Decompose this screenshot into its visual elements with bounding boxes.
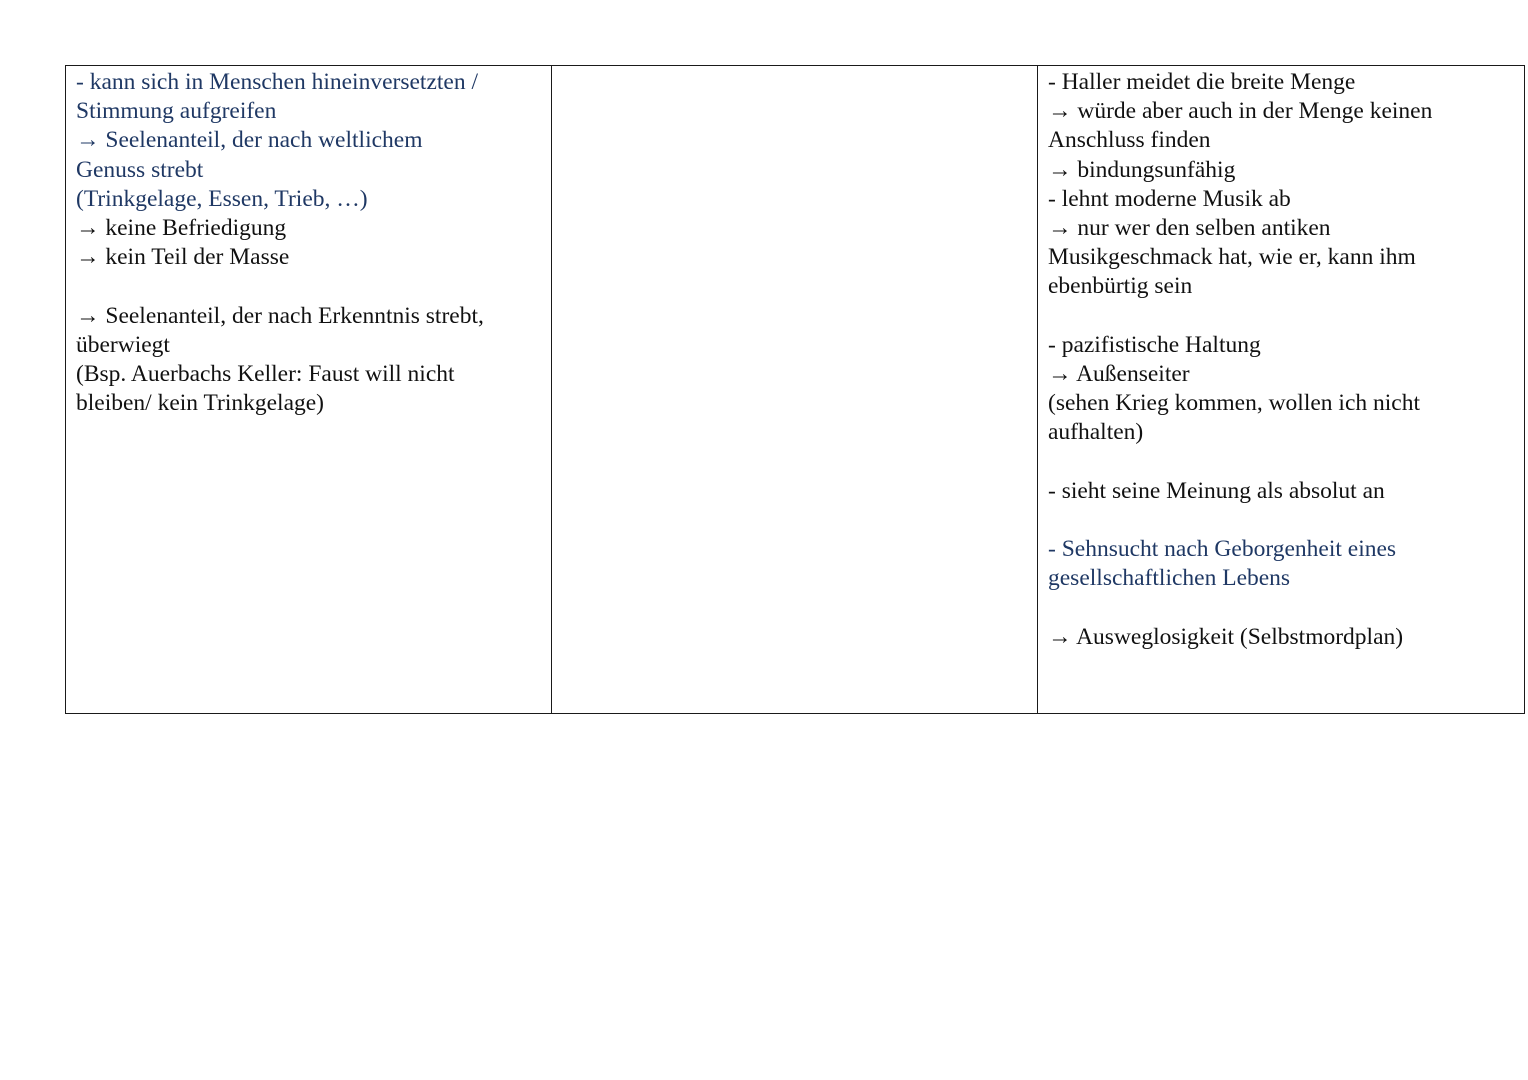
text-line: gesellschaftlichen Lebens	[1048, 565, 1291, 592]
blank-line	[76, 272, 541, 301]
text-line: Genuss strebt	[76, 156, 204, 183]
text-line: (Trinkgelage, Essen, Trieb, …)	[76, 185, 368, 212]
text-line: → Ausweglosigkeit (Selbstmordplan)	[1048, 623, 1404, 650]
text-line: → kein Teil der Masse	[76, 244, 290, 271]
text-line: - Haller meidet die breite Menge	[1048, 69, 1356, 95]
text-line: - lehnt moderne Musik ab	[1048, 185, 1291, 212]
text-line: → Seelenanteil, der nach Erkenntnis strebt,	[76, 302, 484, 329]
text-line: ebenbürtig sein	[1048, 273, 1193, 300]
text-line: → keine Befriedigung	[76, 215, 287, 242]
blank-line	[1048, 302, 1514, 331]
column-2-cell	[552, 66, 1038, 714]
table-row	[66, 66, 1525, 714]
text-line: → nur wer den selben antiken	[1048, 215, 1331, 242]
text-line: Musikgeschmack hat, wie er, kann ihm	[1048, 244, 1416, 271]
text-line: bleiben/ kein Trinkgelage)	[76, 390, 325, 417]
text-line: - pazifistische Haltung	[1048, 331, 1261, 358]
blank-line	[1048, 594, 1514, 623]
text-line: Stimmung aufgreifen	[76, 98, 277, 125]
text-line: - kann sich in Menschen hineinversetzten /	[76, 69, 478, 95]
column-3-cell	[1038, 66, 1525, 714]
text-line: → würde aber auch in der Menge keinen	[1048, 98, 1433, 125]
text-line: - Sehnsucht nach Geborgenheit eines	[1048, 536, 1397, 563]
blank-line	[1048, 448, 1514, 477]
text-line: → Seelenanteil, der nach weltlichem	[76, 127, 423, 154]
column-1-cell	[66, 66, 552, 714]
text-line: → Außenseiter	[1048, 361, 1190, 388]
notes-table	[65, 65, 1525, 714]
text-line: Anschluss finden	[1048, 127, 1211, 154]
text-line: (Bsp. Auerbachs Keller: Faust will nicht	[76, 361, 455, 388]
text-line: - sieht seine Meinung als absolut an	[1048, 477, 1385, 504]
text-line: aufhalten)	[1048, 419, 1144, 446]
text-line: (sehen Krieg kommen, wollen ich nicht	[1048, 390, 1420, 417]
text-line: → bindungsunfähig	[1048, 156, 1236, 183]
blank-line	[1048, 506, 1514, 535]
text-line: überwiegt	[76, 331, 170, 358]
